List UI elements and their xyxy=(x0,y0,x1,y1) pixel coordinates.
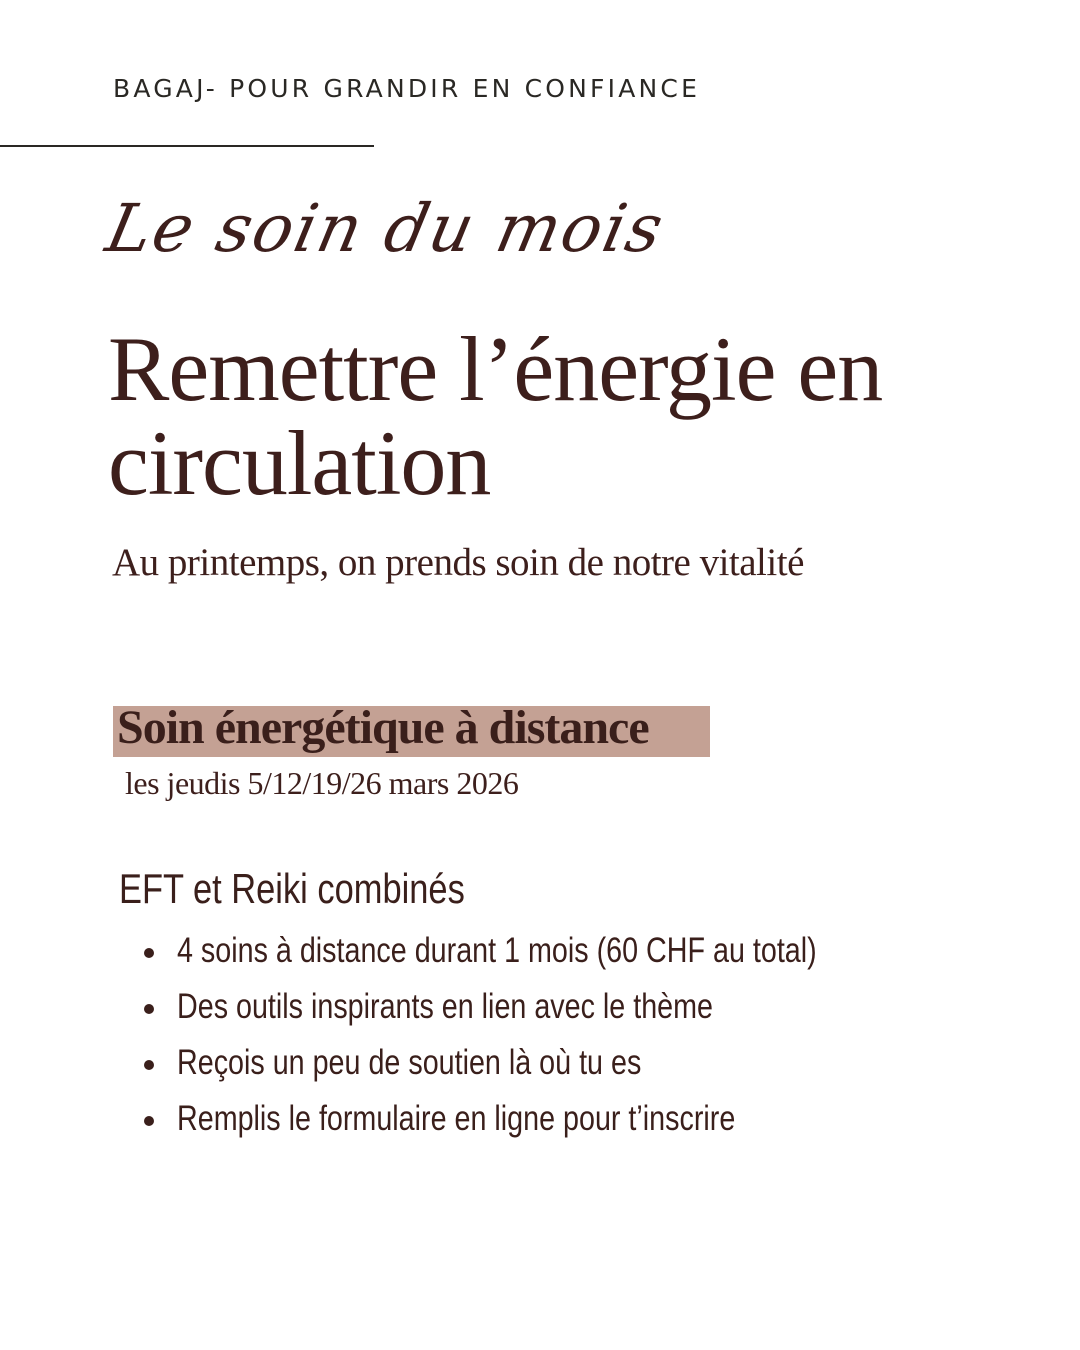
bullet-icon xyxy=(144,1004,154,1014)
page-title: Remettre l’énergie en circulation xyxy=(108,318,883,514)
list-item-text: Des outils inspirants en lien avec le thème xyxy=(177,987,714,1026)
list-item-text: Remplis le formulaire en ligne pour t’inscrire xyxy=(177,1099,736,1138)
list-item-text: Reçois un peu de soutien là où tu es xyxy=(177,1043,642,1082)
method-heading: EFT et Reiki combinés xyxy=(119,865,465,912)
script-heading: Le soin du mois xyxy=(99,190,672,267)
list-item-text: 4 soins à distance durant 1 mois (60 CHF au total) xyxy=(177,931,817,970)
brand-tagline: BAGAJ- POUR GRANDIR EN CONFIANCE xyxy=(113,74,701,103)
bullet-icon xyxy=(144,1060,154,1070)
bullet-icon xyxy=(144,948,154,958)
bullet-icon xyxy=(144,1116,154,1126)
session-dates: les jeudis 5/12/19/26 mars 2026 xyxy=(125,765,519,801)
header-divider xyxy=(0,145,374,147)
page-subtitle: Au printemps, on prends soin de notre vitalité xyxy=(112,541,804,584)
section-title: Soin énergétique à distance xyxy=(117,701,649,754)
